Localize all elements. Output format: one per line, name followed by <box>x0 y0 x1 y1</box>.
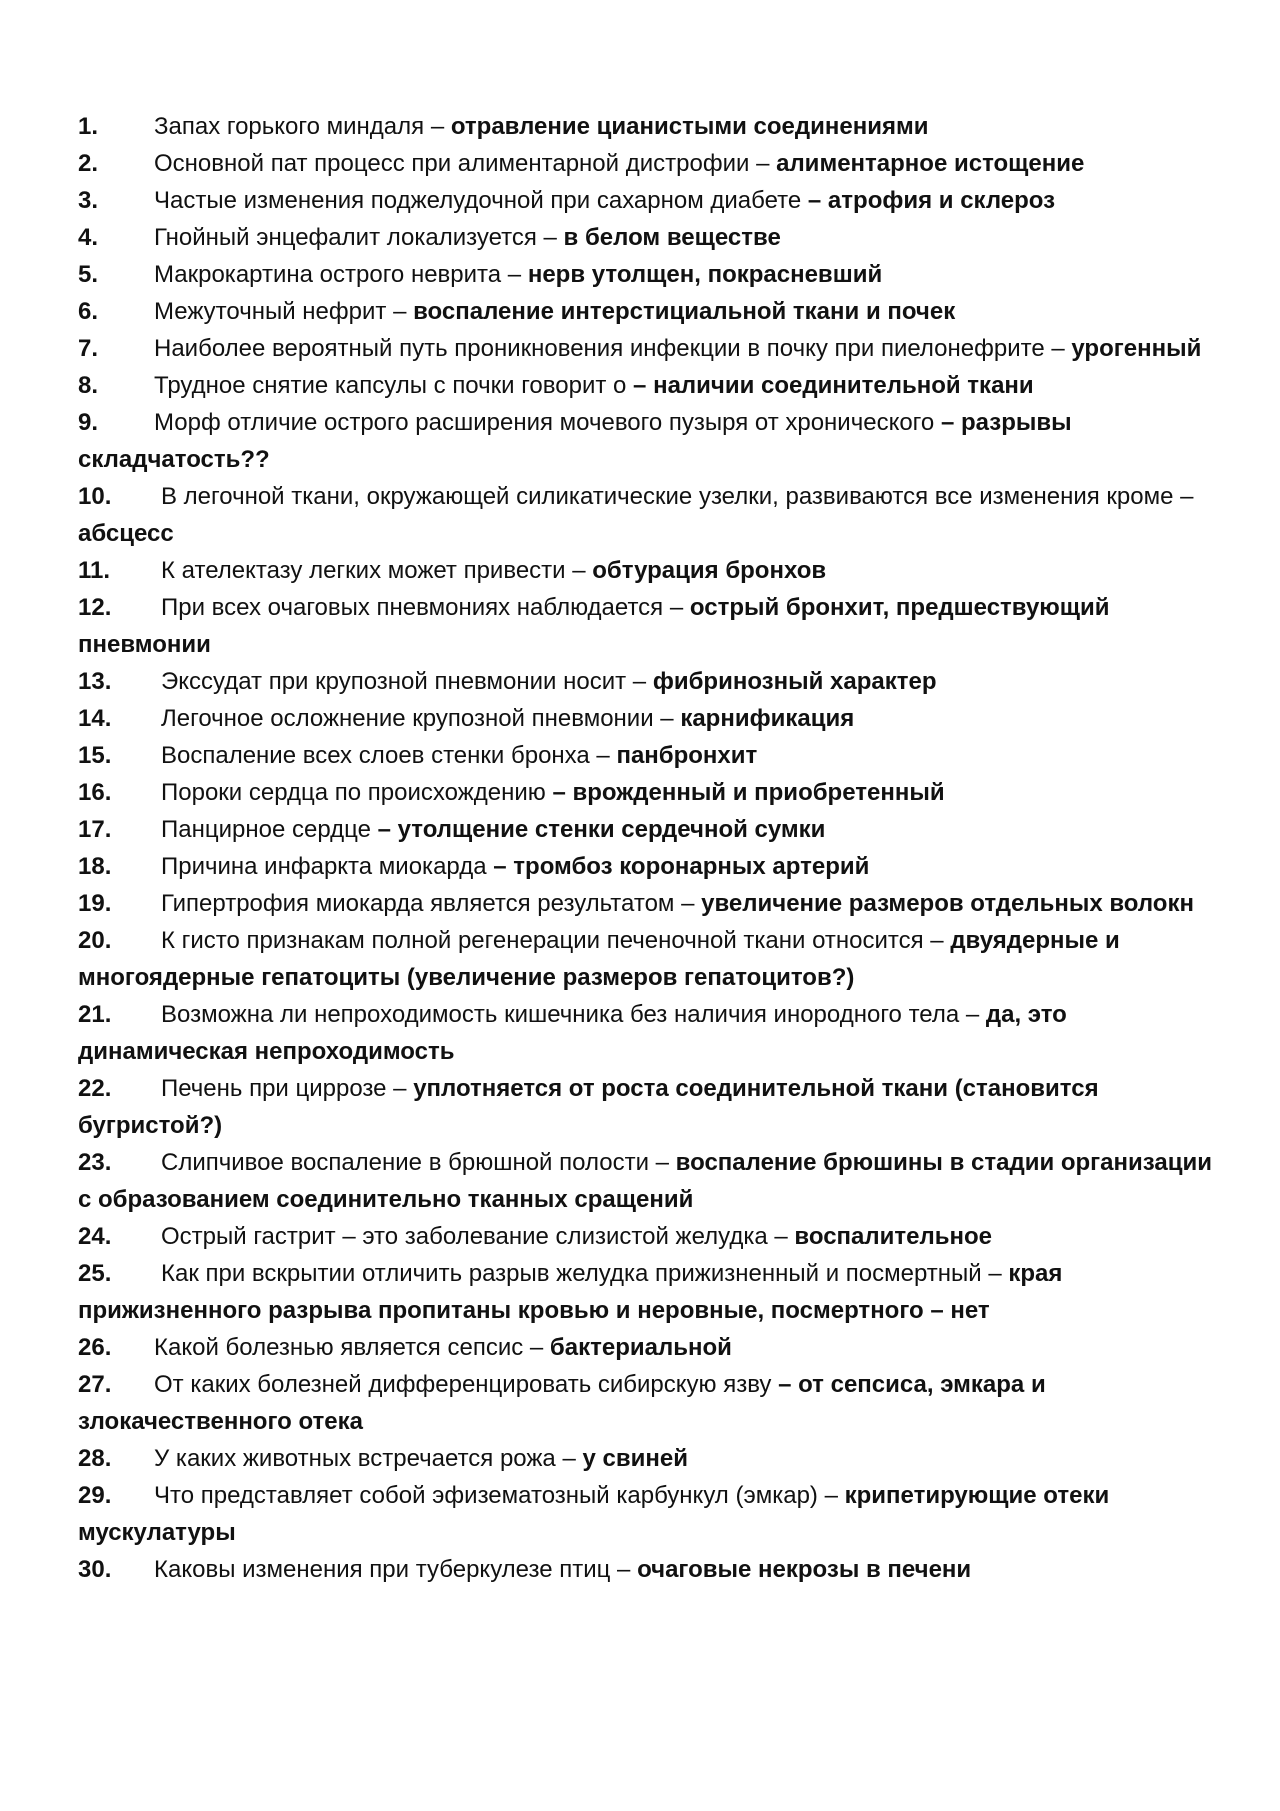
answer-text: фибринозный характер <box>646 668 937 695</box>
dash-separator: – <box>774 1223 788 1250</box>
answer-text: обтурация бронхов <box>585 557 827 584</box>
item-number: 6. <box>78 298 99 325</box>
list-item <box>78 478 1218 552</box>
dash-separator: – <box>1180 483 1194 510</box>
dash-separator: – <box>930 927 944 954</box>
dash-separator: – <box>756 150 770 177</box>
list-item <box>78 404 1218 478</box>
question-text: Морф отличие острого расширения мочевого пузыря от хронического <box>154 409 941 436</box>
dash-separator: – <box>507 261 522 288</box>
answer-text: врожденный и приобретенный <box>565 779 945 806</box>
question-text: Частые изменения поджелудочной при сахарном диабете <box>154 187 808 214</box>
item-number: 25. <box>78 1260 112 1287</box>
dash-separator: – <box>632 668 647 695</box>
answer-text: воспаление интерстициальной ткани и почек <box>406 298 956 325</box>
question-text: Какой болезнью является сепсис <box>154 1334 530 1361</box>
dash-separator: – <box>552 779 566 806</box>
answer-text: уплотняется от роста соединительной ткани (становится бугристой?) <box>78 1075 1099 1139</box>
question-text: Панцирное сердце <box>161 816 378 843</box>
list-item <box>78 589 1218 663</box>
dash-separator: – <box>572 557 586 584</box>
list-item <box>78 108 1218 145</box>
item-number: 8. <box>78 372 99 399</box>
answer-text: воспаление брюшины в стадии организации с образованием соединительно тканных сращений <box>78 1149 1212 1213</box>
dash-separator: – <box>633 372 647 399</box>
dash-separator: – <box>807 187 822 214</box>
question-text: Каковы изменения при туберкулезе птиц <box>154 1556 618 1583</box>
question-text: При всех очаговых пневмониях наблюдается <box>161 594 670 621</box>
list-item <box>78 811 1218 848</box>
item-number: 19. <box>78 890 112 917</box>
dash-separator: – <box>493 853 507 880</box>
list-item <box>78 737 1218 774</box>
answer-text: у свиней <box>575 1445 688 1472</box>
dash-separator: – <box>988 1260 1002 1287</box>
answer-text: да, это динамическая непроходимость <box>78 1001 1067 1065</box>
dash-separator: – <box>377 816 391 843</box>
list-item <box>78 145 1218 182</box>
question-text: Слипчивое воспаление в брюшной полости <box>161 1149 656 1176</box>
question-text: Печень при циррозе <box>161 1075 394 1102</box>
answer-text: крипетирующие отеки мускулатуры <box>78 1482 1110 1546</box>
item-number: 28. <box>78 1445 112 1472</box>
item-number: 10. <box>78 483 112 510</box>
answer-text: нерв утолщен, покрасневший <box>521 261 883 288</box>
list-item <box>78 996 1218 1070</box>
list-item <box>78 293 1218 330</box>
answer-text: атрофия и склероз <box>821 187 1056 214</box>
item-number: 3. <box>78 187 99 214</box>
list-item <box>78 1440 1218 1477</box>
list-item <box>78 552 1218 589</box>
question-text: Воспаление всех слоев стенки бронха <box>161 742 597 769</box>
question-text: Основной пат процесс при алиментарной дистрофии <box>154 150 757 177</box>
answer-text: абсцесс <box>78 520 174 547</box>
question-text: Гипертрофия миокарда является результатом <box>161 890 682 917</box>
answer-text: разрывы складчатость?? <box>78 409 1072 473</box>
answer-text: бактериальной <box>543 1334 732 1361</box>
question-text: Межуточный нефрит <box>154 298 394 325</box>
question-text: Экссудат при крупозной пневмонии носит <box>161 668 633 695</box>
answer-text: острый бронхит, предшествующий пневмонии <box>78 594 1110 658</box>
item-number: 13. <box>78 668 112 695</box>
dash-separator: – <box>596 742 610 769</box>
item-number: 16. <box>78 779 112 806</box>
item-number: 1. <box>78 113 99 140</box>
question-text: Макрокартина острого неврита <box>154 261 508 288</box>
question-text: Острый гастрит – это заболевание слизистой желудка <box>161 1223 775 1250</box>
dash-separator: – <box>1051 335 1065 362</box>
list-item <box>78 219 1218 256</box>
question-text: Трудное снятие капсулы с почки говорит о <box>154 372 634 399</box>
list-item <box>78 1551 1218 1588</box>
list-item <box>78 700 1218 737</box>
item-number: 12. <box>78 594 112 621</box>
item-number: 18. <box>78 853 112 880</box>
dash-separator: – <box>940 409 955 436</box>
answer-text: очаговые некрозы в печени <box>630 1556 972 1583</box>
answer-text: увеличение размеров отдельных волокн <box>694 890 1194 917</box>
question-text: В легочной ткани, окружающей силикатические узелки, развиваются все изменения кроме <box>161 483 1181 510</box>
list-item <box>78 1329 1218 1366</box>
dash-separator: – <box>562 1445 576 1472</box>
question-text: Гнойный энцефалит локализуется <box>154 224 544 251</box>
question-text: К гисто признакам полной регенерации печеночной ткани относится <box>161 927 931 954</box>
question-text: Наиболее вероятный путь проникновения инфекции в почку при пиелонефрите <box>154 335 1052 362</box>
list-item <box>78 1255 1218 1329</box>
item-number: 5. <box>78 261 99 288</box>
list-item <box>78 848 1218 885</box>
item-number: 14. <box>78 705 112 732</box>
item-number: 30. <box>78 1556 112 1583</box>
answer-text: края прижизненного разрыва пропитаны кровью и неровные, посмертного – нет <box>78 1260 1063 1324</box>
dash-separator: – <box>430 113 445 140</box>
question-text: Возможна ли непроходимость кишечника без наличия инородного тела <box>161 1001 966 1028</box>
item-number: 29. <box>78 1482 112 1509</box>
answer-text: отравление цианистыми соединениями <box>444 113 929 140</box>
answer-text: панбронхит <box>609 742 758 769</box>
item-number: 4. <box>78 224 99 251</box>
dash-separator: – <box>965 1001 980 1028</box>
list-item <box>78 1366 1218 1440</box>
dash-separator: – <box>681 890 695 917</box>
list-item <box>78 922 1218 996</box>
answer-text: урогенный <box>1064 335 1202 362</box>
item-number: 26. <box>78 1334 112 1361</box>
list-item <box>78 1477 1218 1551</box>
answer-text: алиментарное истощение <box>769 150 1085 177</box>
dash-separator: – <box>778 1371 792 1398</box>
dash-separator: – <box>660 705 674 732</box>
item-number: 17. <box>78 816 112 843</box>
list-item <box>78 774 1218 811</box>
item-number: 9. <box>78 409 99 436</box>
qa-list <box>78 108 1218 1588</box>
dash-separator: – <box>393 298 407 325</box>
list-item <box>78 663 1218 700</box>
list-item <box>78 330 1218 367</box>
list-item <box>78 367 1218 404</box>
dash-separator: – <box>393 1075 407 1102</box>
answer-text: тромбоз коронарных артерий <box>506 853 870 880</box>
list-item <box>78 182 1218 219</box>
item-number: 2. <box>78 150 99 177</box>
question-text: Легочное осложнение крупозной пневмонии <box>161 705 661 732</box>
item-number: 24. <box>78 1223 112 1250</box>
list-item <box>78 1144 1218 1218</box>
dash-separator: – <box>617 1556 631 1583</box>
answer-text: двуядерные и многоядерные гепатоциты (увеличение размеров гепатоцитов?) <box>78 927 1120 991</box>
question-text: У каких животных встречается рожа <box>154 1445 563 1472</box>
dash-separator: – <box>529 1334 544 1361</box>
item-number: 27. <box>78 1371 112 1398</box>
item-number: 23. <box>78 1149 112 1176</box>
answer-text: карнификация <box>673 705 855 732</box>
item-number: 20. <box>78 927 112 954</box>
dash-separator: – <box>543 224 557 251</box>
answer-text: утолщение стенки сердечной сумки <box>390 816 826 843</box>
answer-text: в белом веществе <box>556 224 781 251</box>
question-text: Пороки сердца по происхождению <box>161 779 553 806</box>
list-item <box>78 1070 1218 1144</box>
dash-separator: – <box>824 1482 838 1509</box>
dash-separator: – <box>655 1149 669 1176</box>
item-number: 11. <box>78 557 111 584</box>
question-text: Что представляет собой эфизематозный карбункул (эмкар) <box>154 1482 825 1509</box>
question-text: К ателектазу легких может привести <box>161 557 573 584</box>
item-number: 7. <box>78 335 99 362</box>
answer-text: воспалительное <box>787 1223 992 1250</box>
item-number: 15. <box>78 742 112 769</box>
item-number: 21. <box>78 1001 112 1028</box>
answer-text: наличии соединительной ткани <box>646 372 1034 399</box>
dash-separator: – <box>669 594 684 621</box>
list-item <box>78 885 1218 922</box>
item-number: 22. <box>78 1075 112 1102</box>
list-item <box>78 1218 1218 1255</box>
question-text: Причина инфаркта миокарда <box>161 853 494 880</box>
question-text: Как при вскрытии отличить разрыв желудка прижизненный и посмертный <box>161 1260 989 1287</box>
list-item <box>78 256 1218 293</box>
question-text: От каких болезней дифференцировать сибирскую язву <box>154 1371 779 1398</box>
question-text: Запах горького миндаля <box>154 113 431 140</box>
answer-text: от сепсиса, эмкара и злокачественного отека <box>78 1371 1046 1435</box>
